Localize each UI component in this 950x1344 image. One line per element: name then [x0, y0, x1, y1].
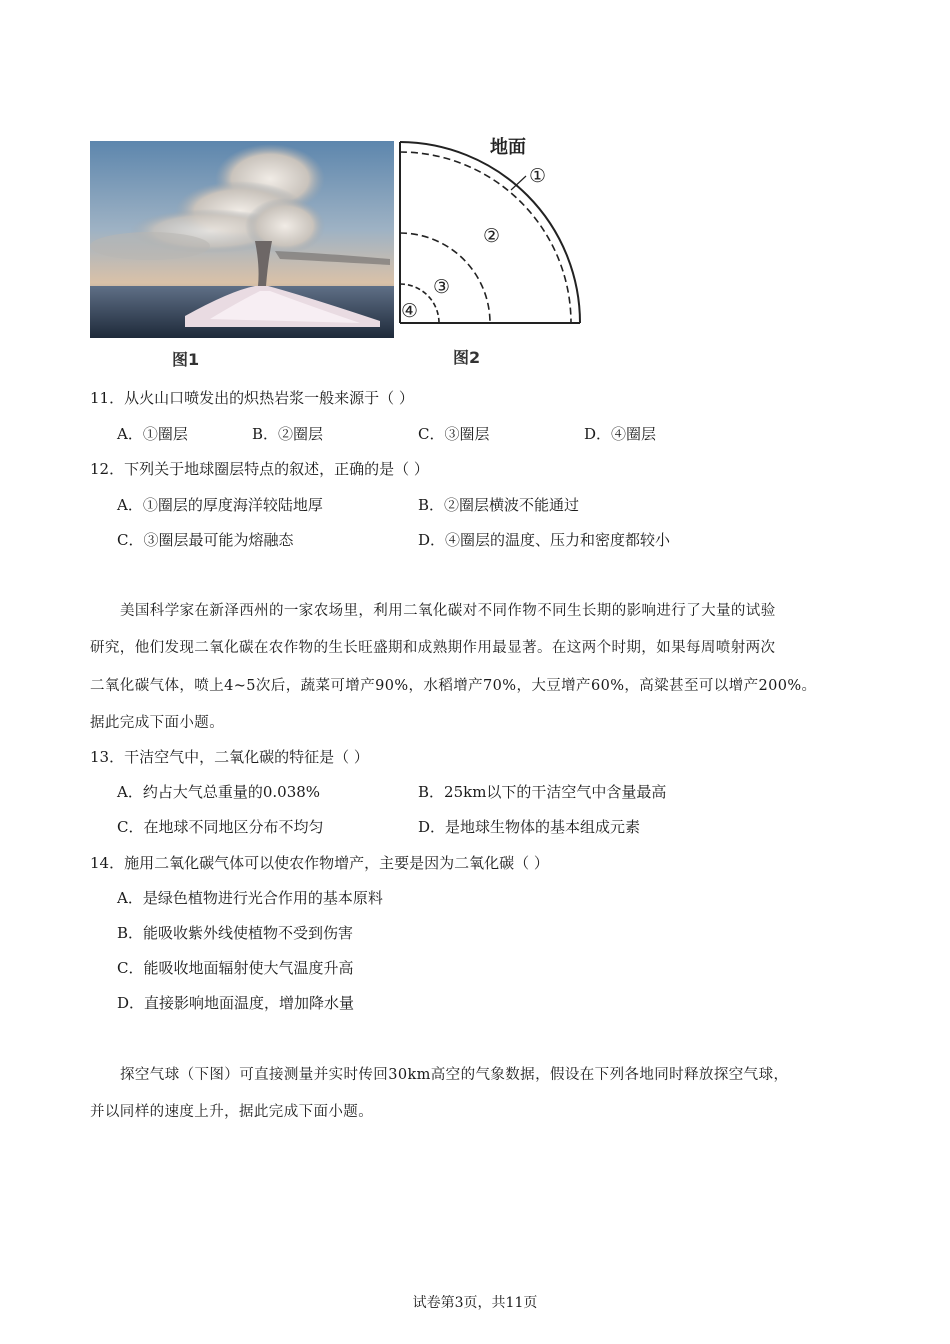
figure2-caption: 图2 — [453, 348, 481, 367]
q12-option-a: A．①圈层的厚度海洋较陆地厚 — [117, 496, 323, 514]
q11-option-a: A．①圈层 — [117, 425, 188, 443]
q11-option-b: B．②圈层 — [252, 425, 324, 443]
layer1-label: ① — [529, 165, 547, 187]
layer3-label: ③ — [433, 276, 451, 298]
q14-option-a: A．是绿色植物进行光合作用的基本原料 — [117, 889, 383, 907]
q11-option-d: D．④圈层 — [584, 425, 657, 443]
page-footer: 试卷第3页，共11页 — [412, 1295, 538, 1311]
passage1-line1: 美国科学家在新泽西州的一家农场里，利用二氧化碳对不同作物不同生长期的影响进行了大量的试验 — [120, 603, 776, 619]
passage1-line4: 据此完成下面小题。 — [90, 715, 225, 731]
passage1-line2: 研究，他们发现二氧化碳在农作物的生长旺盛期和成熟期作用最显著。在这两个时期，如果每周喷射两次 — [90, 640, 776, 656]
earth-layers-svg — [396, 132, 586, 328]
layer2-label: ② — [483, 225, 501, 247]
q14-option-d: D．直接影响地面温度，增加降水量 — [117, 994, 355, 1012]
q12-option-b: B．②圈层横波不能通过 — [418, 496, 580, 514]
question-12-stem: 12．下列关于地球圈层特点的叙述，正确的是（ ） — [90, 460, 429, 478]
earth-layers-diagram — [396, 132, 586, 328]
surface-label: 地面 — [490, 137, 526, 158]
q11-option-c: C．③圈层 — [418, 425, 490, 443]
q13-option-d: D．是地球生物体的基本组成元素 — [418, 818, 641, 836]
passage2-line1: 探空气球（下图）可直接测量并实时传回30km高空的气象数据，假设在下列各地同时释放探空气球， — [120, 1067, 789, 1083]
question-11-stem: 11．从火山口喷发出的炽热岩浆一般来源于（ ） — [90, 389, 414, 407]
q13-option-b: B．25km以下的干洁空气中含量最高 — [418, 783, 667, 801]
q12-option-d: D．④圈层的温度、压力和密度都较小 — [418, 531, 671, 549]
passage2-line2: 并以同样的速度上升，据此完成下面小题。 — [90, 1104, 374, 1120]
q12-option-c: C．③圈层最可能为熔融态 — [117, 531, 294, 549]
question-13-stem: 13．干洁空气中，二氧化碳的特征是（ ） — [90, 748, 369, 766]
q14-option-c: C．能吸收地面辐射使大气温度升高 — [117, 959, 354, 977]
figure1-caption: 图1 — [172, 350, 200, 369]
q13-option-a: A．约占大气总重量的0.038% — [117, 783, 321, 801]
layer4-label: ④ — [401, 300, 419, 322]
passage1-line3: 二氧化碳气体，喷上4~5次后，蔬菜可增产90%，水稻增产70%，大豆增产60%，高粱甚至可以增产200%。 — [90, 678, 817, 694]
q13-option-c: C．在地球不同地区分布不均匀 — [117, 818, 324, 836]
question-14-stem: 14．施用二氧化碳气体可以使农作物增产，主要是因为二氧化碳（ ） — [90, 854, 549, 872]
volcano-photo-svg — [90, 141, 394, 338]
volcano-photo — [90, 141, 394, 338]
q14-option-b: B．能吸收紫外线使植物不受到伤害 — [117, 924, 354, 942]
